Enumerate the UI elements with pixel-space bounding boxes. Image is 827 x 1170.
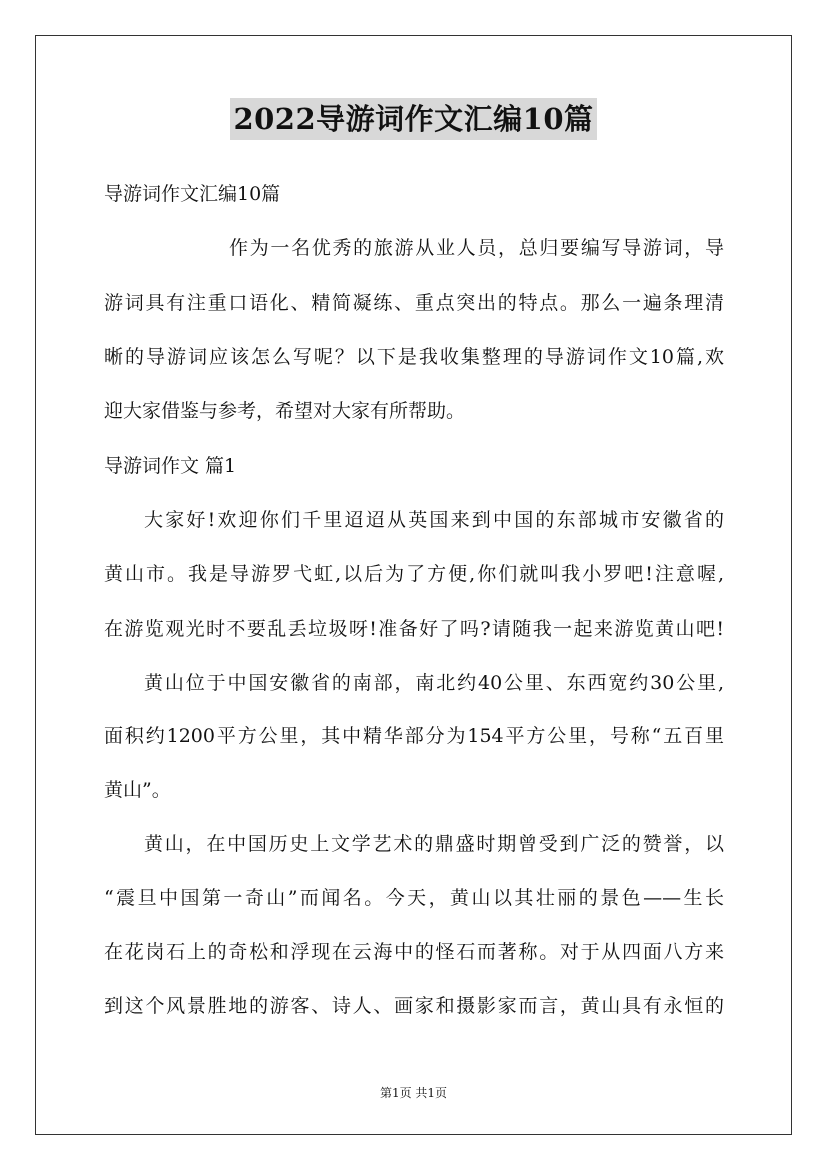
intro-line: 迎大家借鉴与参考，希望对大家有所帮助。 [104,400,466,422]
intro-line: 作为一名优秀的旅游从业人员，总归要编写导游词，导 [229,237,724,259]
intro-line: 晰的导游词应该怎么写呢？以下是我收集整理的导游词作文10篇,欢 [104,346,724,368]
paragraph-line: 到这个风景胜地的游客、诗人、画家和摄影家而言，黄山具有永恒的 [104,995,724,1017]
paragraph-line: “震旦中国第一奇山”而闻名。今天，黄山以其壮丽的景色——生长 [104,887,724,909]
paragraph-line: 黄山位于中国安徽省的南部，南北约40公里、东西宽约30公里, [144,672,724,694]
document-title: 2022导游词作文汇编10篇 [230,98,596,140]
subtitle: 导游词作文汇编10篇 [104,183,281,205]
paragraph-line: 黄山，在中国历史上文学艺术的鼎盛时期曾受到广泛的赞誉，以 [144,833,724,855]
paragraph-line: 大家好!欢迎你们千里迢迢从英国来到中国的东部城市安徽省的 [144,509,724,531]
section-heading: 导游词作文 篇1 [104,455,237,477]
page-footer: 第1页 共1页 [379,1086,448,1100]
paragraph-line: 在游览观光时不要乱丢垃圾呀!准备好了吗?请随我一起来游览黄山吧! [104,618,724,640]
title-container [0,98,827,140]
paragraph-line: 面积约1200平方公里，其中精华部分为154平方公里，号称“五百里 [104,725,724,747]
intro-line: 游词具有注重口语化、精简凝练、重点突出的特点。那么一遍条理清 [104,292,724,314]
paragraph-line: 黄山市。我是导游罗弋虹,以后为了方便,你们就叫我小罗吧!注意喔, [104,563,724,585]
paragraph-line: 在花岗石上的奇松和浮现在云海中的怪石而著称。对于从四面八方来 [104,941,724,963]
paragraph-line: 黄山”。 [104,779,171,801]
